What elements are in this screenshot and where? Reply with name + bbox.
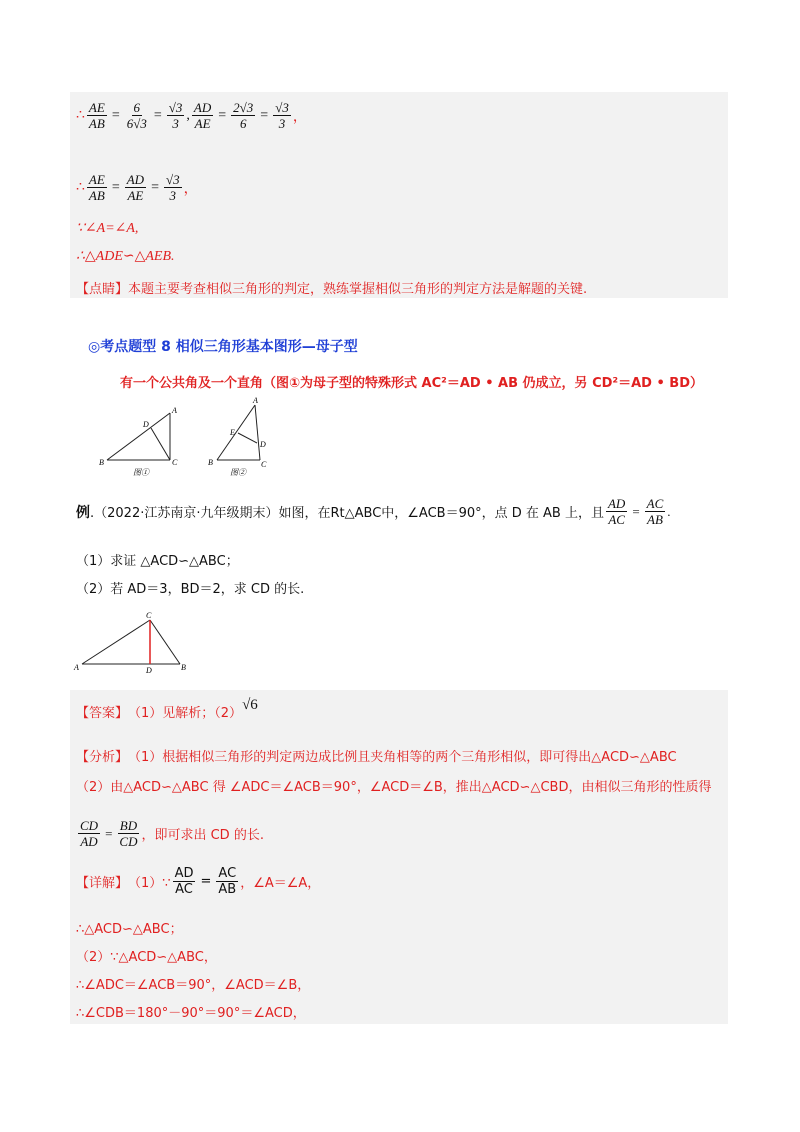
fraction: $\frac{2√3}{6}$ (233, 100, 254, 131)
label-D: D (146, 666, 152, 674)
therefore-symbol: ∴ (76, 108, 85, 123)
fraction: $\frac{AE}{AB}$ (88, 100, 105, 131)
example-prefix: 例 (76, 505, 90, 521)
fraction: $\frac{AE}{AB}$ (88, 172, 105, 203)
fig2-caption: 图② (230, 468, 246, 477)
fig2-label-B: B (208, 458, 213, 467)
example-line: 例 .（2022·江苏南京·九年级期末）如图，在Rt△ABC中，∠ACB＝90°，点 D 在 AB 上，且 $\frac{AD}{AC}$ = $\frac{AC}{AB}$ . (76, 496, 671, 527)
label-C: C (146, 611, 152, 620)
fraction: $\frac{AC}{AB}$ (646, 496, 664, 527)
fig2-label-D: D (260, 440, 266, 449)
fig2-label-E: E (230, 428, 235, 437)
answer-text: （1）见解析；（2） (128, 706, 243, 721)
fig1-label-C: C (172, 458, 178, 467)
section-heading: ◎考点题型 8 相似三角形基本图形—母子型 (88, 339, 358, 355)
detail-line-2: ∴△ACD∽△ABC； (76, 922, 183, 937)
fraction: $\frac{√3}{3}$ (275, 100, 289, 131)
analysis-line-3: $\frac{CD}{AD}$ = $\frac{BD}{CD}$ ，即可求出 CD 的长. (80, 818, 264, 849)
fraction: $\frac{6}{6√3}$ (126, 100, 147, 131)
fraction: $\frac{BD}{CD}$ (119, 818, 138, 849)
analysis-label: 【分析】 (76, 750, 129, 765)
fraction: $\frac{CD}{AD}$ (80, 818, 99, 849)
fraction: $\frac{AD}{AC}$ (607, 496, 626, 527)
solution-line-4: ∴△ADE∽△AEB. (76, 249, 175, 264)
solution-line-2: ∴ $\frac{AE}{AB}$ = $\frac{AD}{AE}$ = $\frac{√3}{3}$ ， (76, 172, 198, 203)
fraction: $\frac{AD}{AE}$ (126, 172, 145, 203)
fig2-label-C: C (261, 460, 267, 469)
fraction: $\frac{AC}{AB}$ (218, 866, 237, 897)
label-B: B (181, 663, 186, 672)
therefore-symbol: ∴ (76, 180, 85, 195)
solution-line-3: ∵∠A=∠A, (76, 221, 139, 236)
fig1-label-D: D (143, 420, 149, 429)
fig1-label-A: A (172, 406, 177, 415)
analysis-line-2: （2）由△ACD∽△ABC 得 ∠ADC＝∠ACB＝90°，∠ACD＝∠B，推出△ACD∽△CBD，由相似三角形的性质得 (76, 780, 712, 795)
fraction: $\frac{AD}{AE}$ (193, 100, 212, 131)
fig1-label-B: B (99, 458, 104, 467)
example-text: .（2022·江苏南京·九年级期末）如图，在Rt△ABC中，∠ACB＝90°，点 D 在 AB 上，且 (90, 506, 604, 521)
mother-child-figures (95, 395, 285, 485)
fig1-caption: 图① (133, 468, 149, 477)
figure-2 (217, 405, 260, 460)
answer-line (76, 697, 258, 721)
answer-label: 【答案】 (76, 706, 129, 721)
question-1: （1）求证 △ACD∽△ABC； (76, 554, 239, 569)
fraction: $\frac{√3}{3}$ (165, 172, 180, 203)
detail-label: 【详解】 (76, 876, 129, 891)
detail-line-3: （2）∵△ACD∽△ABC， (76, 950, 217, 965)
detail-line-1: 【详解】 （1）∵ $\frac{AD}{AC}$ = $\frac{AC}{AB}$ ，∠A＝∠A， (76, 866, 321, 897)
figure-1 (107, 413, 170, 460)
detail-line-4: ∴∠ADC＝∠ACB＝90°，∠ACD＝∠B， (76, 978, 311, 993)
answer-value: √6 (242, 697, 258, 713)
analysis-line-1: 【分析】 （1）根据相似三角形的判定两边成比例且夹角相等的两个三角形相似，即可得出△ACD∽△ABC (76, 746, 677, 765)
question-2: （2）若 AD＝3，BD＝2，求 CD 的长. (76, 582, 305, 597)
fraction: $\frac{√3}{3}$ (168, 100, 183, 131)
example-triangle (72, 610, 192, 674)
section-subheading: 有一个公共角及一个直角（图①为母子型的特殊形式 AC²＝AD • AB 仍成立，另 CD²＝AD • BD） (120, 376, 704, 391)
fig2-label-A: A (253, 396, 258, 405)
label-A: A (74, 663, 79, 672)
detail-line-5: ∴∠CDB＝180°－90°＝90°＝∠ACD， (76, 1006, 306, 1021)
solution-line-1: ∴ $\frac{AE}{AB}$ = $\frac{6}{6√3}$ = $\frac{√3}{3}$ , $\frac{AD}{AE}$ = $\frac{2√3}{6}$ = $\frac{√3}{3}$ ， (76, 100, 307, 131)
fraction: $\frac{AD}{AC}$ (174, 866, 194, 897)
tip-line: 【点睛】本题主要考查相似三角形的判定，熟练掌握相似三角形的判定方法是解题的关键. (76, 282, 588, 297)
